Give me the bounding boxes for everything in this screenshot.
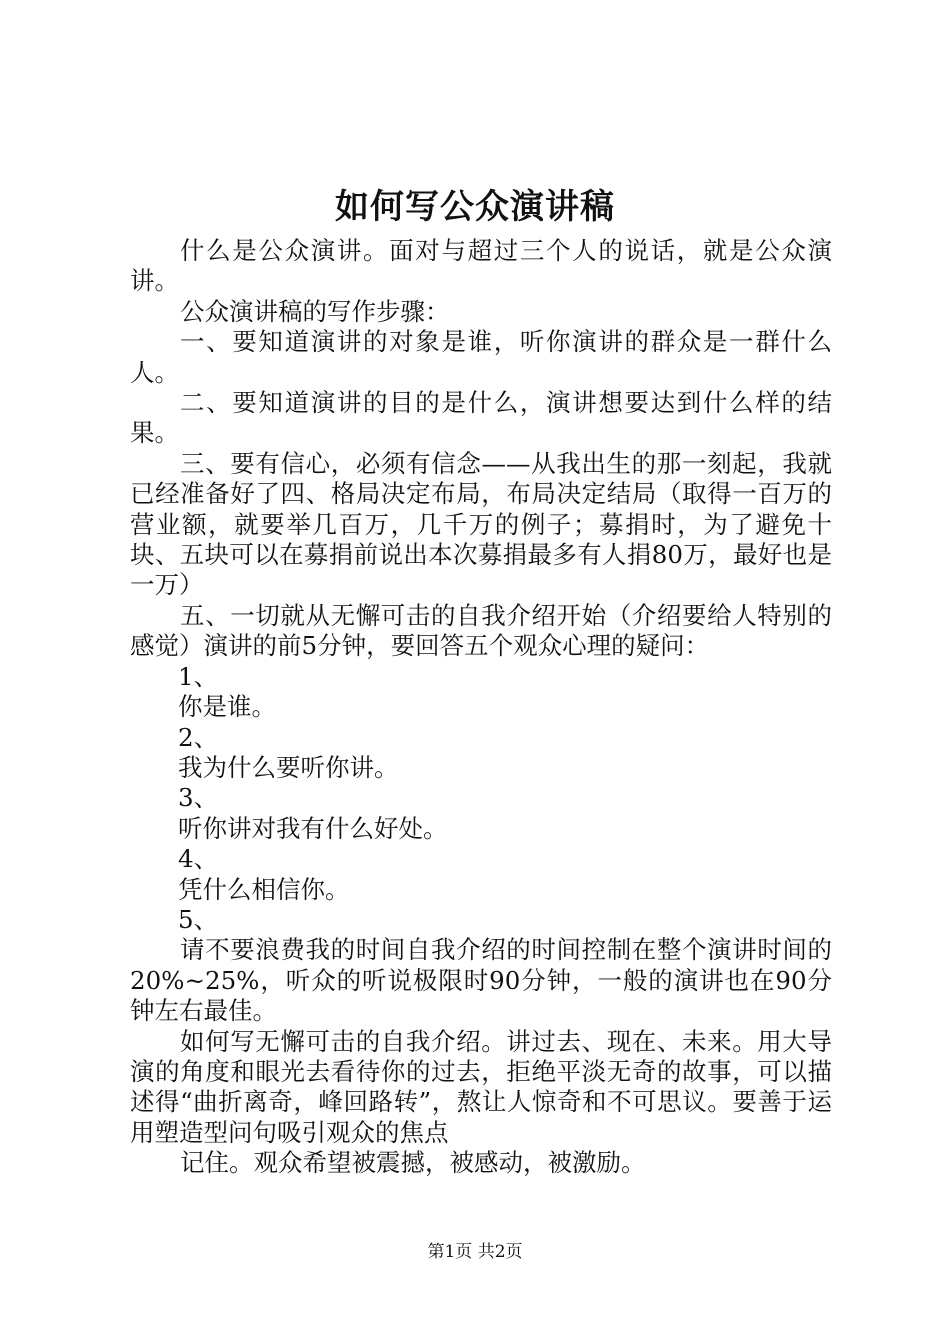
page-indicator: 第1页 共2页: [427, 1242, 523, 1262]
paragraph-self-intro: 如何写无懈可击的自我介绍。讲过去、现在、未来。用大导演的角度和眼光去看待你的过去，拒绝平淡无奇的故事，可以描述得“曲折离奇，峰回路转”，熬让人惊奇和不可思议。要善于运用塑造型问句吸引观众的焦点: [130, 1026, 832, 1147]
list-item-number: 5、: [178, 904, 219, 934]
paragraph-definition: 什么是公众演讲。面对与超过三个人的说话，就是公众演讲。: [130, 236, 832, 296]
document-body: [130, 236, 832, 1179]
list-item-text: 凭什么相信你。: [178, 874, 350, 904]
list-item-number: 4、: [178, 844, 219, 874]
paragraph-remember: 记住。观众希望被震撼，被感动，被激励。: [180, 1148, 646, 1178]
paragraph-step-5: 五、一切就从无懈可击的自我介绍开始（介绍要给人特别的感觉）演讲的前5分钟，要回答五个观众心理的疑问：: [130, 600, 832, 661]
list-item-text: 我为什么要听你讲。: [178, 752, 399, 782]
list-item-number: 2、: [178, 722, 219, 752]
list-item-number: 3、: [178, 783, 219, 813]
paragraph-time-control: 请不要浪费我的时间自我介绍的时间控制在整个演讲时间的20%~25%，听众的听说极限时90分钟，一般的演讲也在90分钟左右最佳。: [130, 935, 832, 1026]
paragraph-step-1: 一、要知道演讲的对象是谁，听你演讲的群众是一群什么人。: [130, 327, 832, 387]
paragraph-step-3: 三、要有信心，必须有信念——从我出生的那一刻起，我就已经准备好了四、格局决定布局，布局决定结局（取得一百万的营业额，就要举几百万，几千万的例子；募捐时，为了避免十块、五块可以在募捐前说出本次募捐最多有人捐80万，最好也是一万）: [130, 448, 832, 600]
list-item-text: 听你讲对我有什么好处。: [178, 813, 448, 843]
paragraph-steps-heading: 公众演讲稿的写作步骤：: [180, 296, 450, 326]
list-item-text: 你是谁。: [178, 692, 276, 722]
document-title: 如何写公众演讲稿: [335, 187, 615, 227]
paragraph-step-2: 二、要知道演讲的目的是什么，演讲想要达到什么样的结果。: [130, 388, 832, 448]
list-item-number: 1、: [178, 661, 219, 691]
